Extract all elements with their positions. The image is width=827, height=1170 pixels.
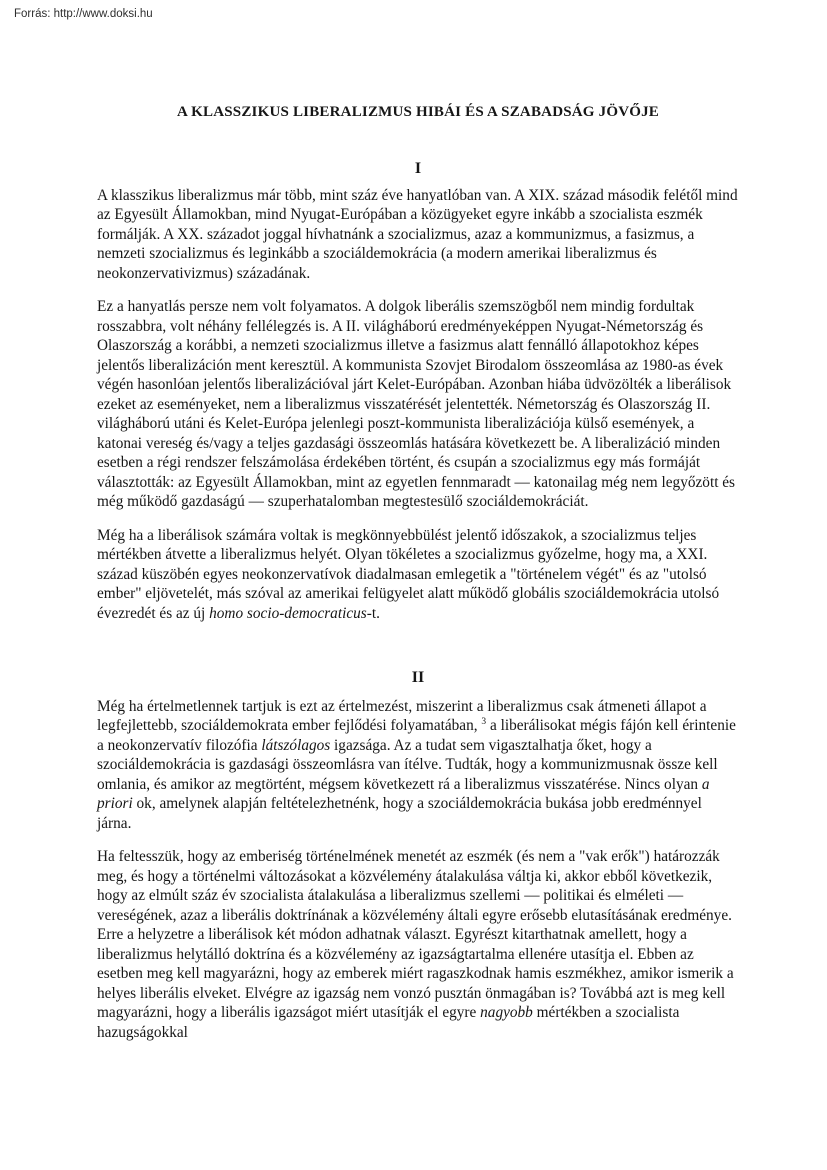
document-content: [97, 103, 739, 1042]
paragraph-4: Még ha értelmetlennek tartjuk is ezt az értelmezést, miszerint a liberalizmus csak átmeneti állapot a legfejlettebb, szociáldemokrata ember fejlődési folyamatában, $^3$ a liberálisokat mégis fájón kell érintenie a neokonzervatív filozófia látszólagos igazsága. Az a tudat sem vigasztalhatja őket, hogy a szociáldemokrácia is gazdasági összeomlásra van ítélve. Tudták, hogy a kommunizmusnak össze kell omlania, és amikor az megtörtént, mégsem következett rá a liberalizmus visszatérése. Nincs olyan a priori ok, amelynek alapján feltételezhetnénk, hogy a szociáldemokrácia bukása jobb eredménnyel járna.: [97, 697, 736, 832]
paragraph-3: Még ha a liberálisok számára voltak is megkönnyebbülést jelentő időszakok, a szocializmus teljes mértékben átvette a liberalizmus helyét. Olyan tökéletes a szocializmus győzelme, hogy ma, a XXI. század küszöbén egyes neokonzervatívok diadalmasan emlegetik a "történelem végét" és az "utolsó ember" eljövetelét, más szóval az amerikai felügyelet alatt működő globális szociáldemokrácia utolsó évezredét és az új homo socio-democraticus-t.: [97, 526, 720, 622]
paragraph-1: A klasszikus liberalizmus már több, mint száz éve hanyatlóban van. A XIX. század második felétől mind az Egyesült Államokban, mind Nyugat-Európában a közügyeket egyre inkább a szocialista eszmék formálják. A XX. századot joggal hívhatnánk a szocializmus, azaz a kommunizmus, a fasizmus, a nemzeti szocializmus és leginkább a szociáldemokrácia (a modern amerikai liberalizmus és neokonzervativizmus) századának.: [97, 186, 738, 282]
section-heading-1: I: [414, 160, 422, 177]
section-heading-2: II: [411, 669, 425, 686]
source-url-note: Forrás: http://www.doksi.hu: [14, 8, 153, 20]
document-title: A KLASSZIKUS LIBERALIZMUS HIBÁI ÉS A SZABADSÁG JÖVŐJE: [177, 104, 659, 120]
paragraph-2: Ez a hanyatlás persze nem volt folyamatos. A dolgok liberális szemszögből nem mindig fordultak rosszabbra, volt néhány fellélegzés is. A II. világháború eredményeképpen Nyugat-Németország és Olaszország a korábbi, a nemzeti szocializmus illetve a fasizmus alatt fennálló állapotokhoz képes jelentős liberalizáción ment keresztül. A kommunista Szovjet Birodalom összeomlása az 1980-as évek végén hasonlóan jelentős liberalizációval járt Kelet-Európában. Azonban hiába üdvözölték a liberálisok ezeket az eseményeket, nem a liberalizmus visszatérését jelentették. Németország és Olaszország II. világháború utáni és Kelet-Európa jelenlegi poszt-kommunista liberalizációja külső események, a katonai vereség és/vagy a teljes gazdasági összeomlás hatására következett be. A liberalizáció minden esetben a régi rendszer felszámolása érdekében történt, és csupán a szocializmus egy más formáját választották: az Egyesült Államokban, mint az egyetlen fennmaradt — katonailag még nem legyőzött és még működő gazdaságú — szuperhatalomban megtestesülő szociáldemokráciát.: [97, 298, 736, 510]
paragraph-5: Ha feltesszük, hogy az emberiség történelmének menetét az eszmék (és nem a "vak erők") határozzák meg, és hogy a történelmi változásokat a közvélemény átalakulása váltja ki, akkor ebből következik, hogy az elmúlt száz év szocialista átalakulása a liberalizmus szellemi — politikai és elméleti — vereségének, azaz a liberális doktrínának a közvélemény általi egyre erősebb elutasításának eredménye. Erre a helyzetre a liberálisok két módon adhatnak választ. Egyrészt kitarthatnak amellett, hogy a liberalizmus helytálló doktrína és a közvélemény az igazságtartalma ellenére utasítja el. Ebben az esetben meg kell magyarázni, hogy az emberek miért ragaszkodnak hamis eszmékhez, amikor ismerik a helyes liberális elveket. Elvégre az igazság nem vonzó pusztán önmagában is? Továbbá azt is meg kell magyarázni, hogy a liberális igazságot miért utasítják el egyre nagyobb mértékben a szocialista hazugságokkal: [97, 848, 734, 1041]
